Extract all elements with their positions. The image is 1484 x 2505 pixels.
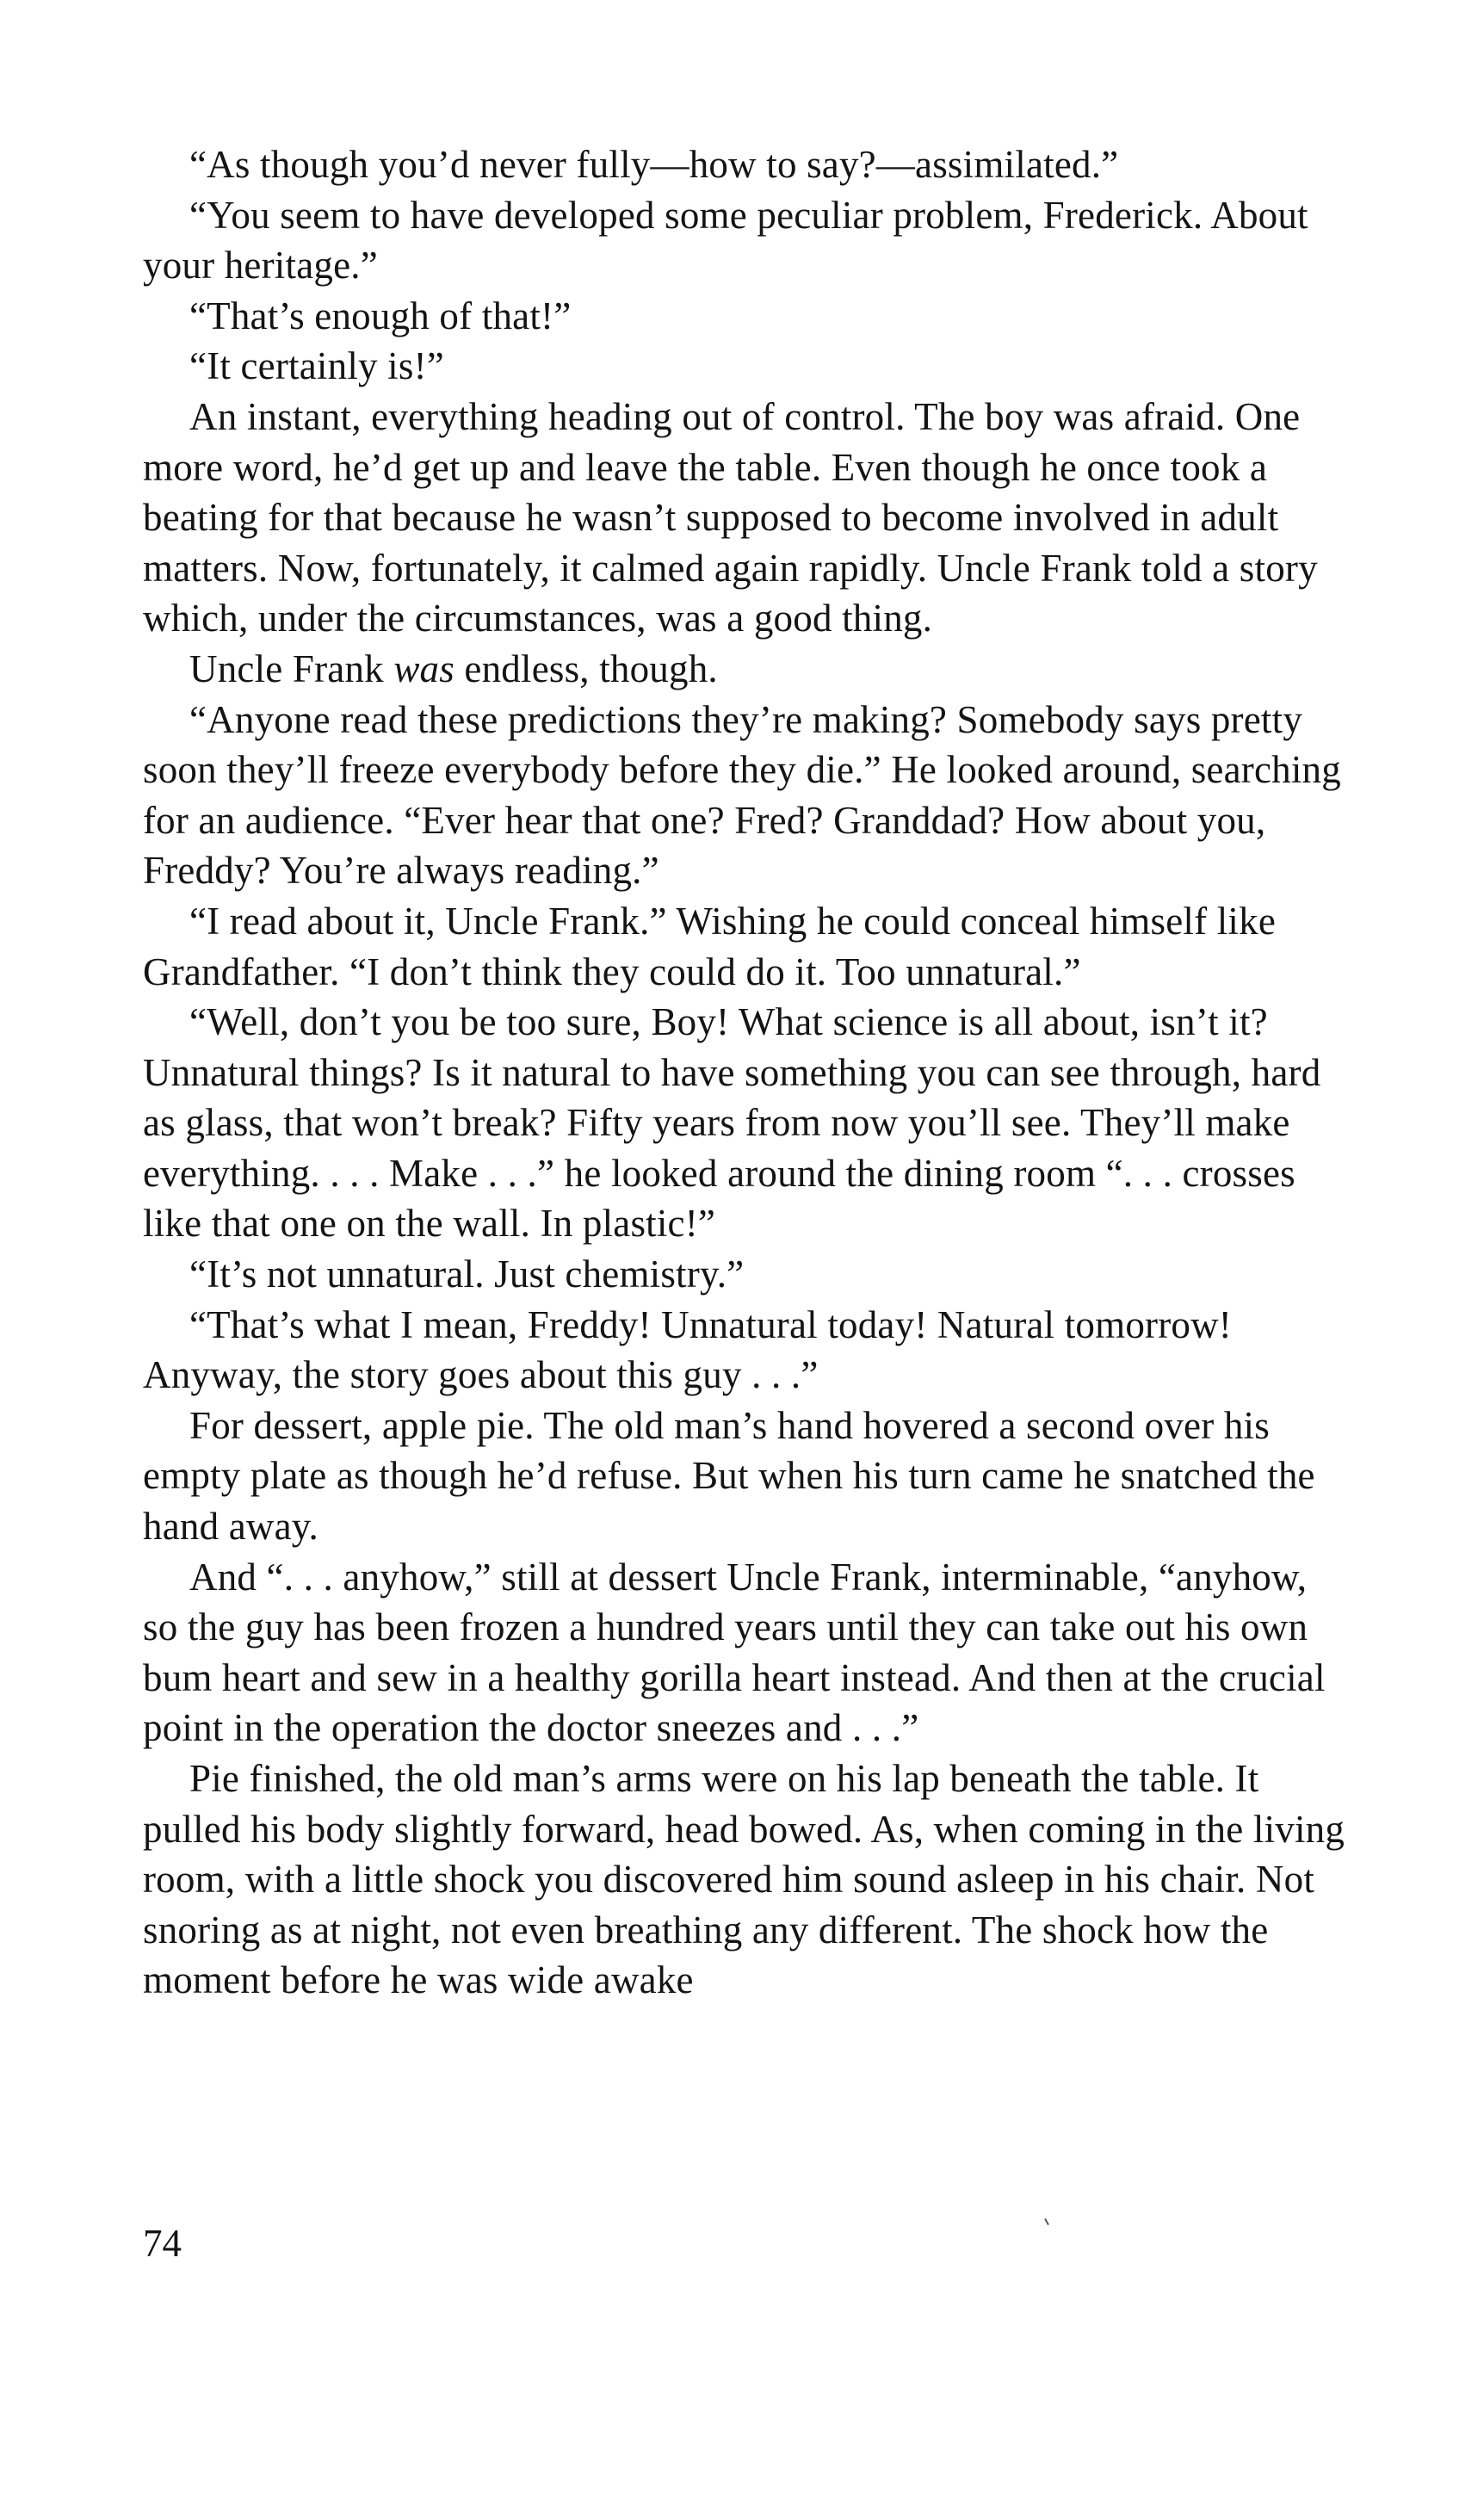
paragraph: “It certainly is!” xyxy=(189,344,444,388)
paragraph: “That’s what I mean, Freddy! Unnatural today! Natural tomorrow! Anyway, the story goes about this guy . . .” xyxy=(143,1302,1232,1397)
paragraph: “Well, don’t you be too sure, Boy! What science is all about, isn’t it? Unnatural things? Is it natural to have something you can see through, hard as glass, that won’t break? Fifty years from now you’ll see. They’ll make everything. . . . Make . . .” he looked around the dining room “. . . crosses like that one on the wall. In plastic!” xyxy=(143,1000,1321,1246)
paragraph: Uncle Frank was endless, though. xyxy=(189,646,718,690)
emphasis: was xyxy=(393,646,454,690)
paragraph: For dessert, apple pie. The old man’s hand hovered a second over his empty plate as though he’d refuse. But when his turn came he snatched the hand away. xyxy=(143,1403,1315,1549)
paragraph: “Anyone read these predictions they’re making? Somebody says pretty soon they’ll freeze everybody before they die.” He looked around, searching for an audience. “Ever hear that one? Fred? Granddad? How about you, Freddy? You’re always reading.” xyxy=(143,697,1341,893)
paragraph: “You seem to have developed some peculiar problem, Frederick. About your heritage.” xyxy=(143,193,1308,288)
stray-mark xyxy=(1044,2218,1049,2225)
paragraph: “As though you’d never fully—how to say?—assimilated.” xyxy=(189,143,1119,186)
paragraph: And “. . . anyhow,” still at dessert Uncle Frank, interminable, “anyhow, so the guy has been frozen a hundred years until they can take out his own bum heart and sew in a healthy gorilla heart instead. And then at the crucial point in the operation the doctor sneezes and . . .” xyxy=(143,1555,1326,1750)
paragraph: “That’s enough of that!” xyxy=(189,294,572,337)
body-text xyxy=(143,139,1351,2006)
paragraph: “I read about it, Uncle Frank.” Wishing he could conceal himself like Grandfather. “I don’t think they could do it. Too unnatural.” xyxy=(143,899,1277,993)
paragraph: An instant, everything heading out of control. The boy was afraid. One more word, he’d get up and leave the table. Even though he once took a beating for that because he wasn’t supposed to become involved in adult matters. Now, fortunately, it calmed again rapidly. Uncle Frank told a story which, under the circumstances, was a good thing. xyxy=(143,394,1318,640)
paragraph: Pie finished, the old man’s arms were on his lap beneath the table. It pulled his body slightly forward, head bowed. As, when coming in the living room, with a little shock you discovered him sound asleep in his chair. Not snoring as at night, not even breathing any different. The shock how the moment before he was wide awake xyxy=(143,1757,1345,2002)
page-number: 74 xyxy=(143,2222,182,2265)
paragraph: “It’s not unnatural. Just chemistry.” xyxy=(189,1252,745,1296)
